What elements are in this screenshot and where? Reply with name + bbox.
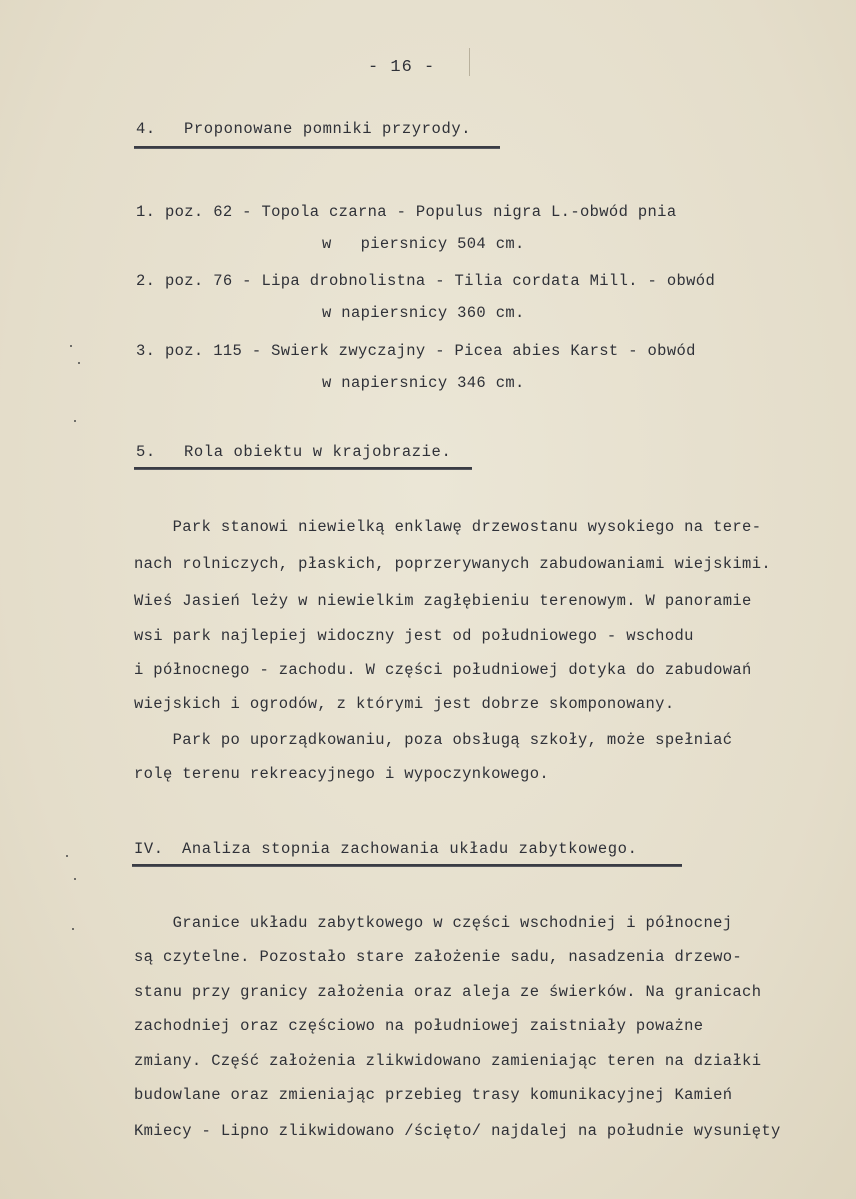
section-iv-line-4: zachodniej oraz częściowo na południowej zaistniały poważne [134, 1017, 704, 1035]
section-iv-line-6: budowlane oraz zmieniając przebieg trasy komunikacyjnej Kamień [134, 1086, 733, 1104]
page-number: - 16 - [368, 58, 436, 77]
section-5-line-2: nach rolniczych, płaskich, poprzerywanych zabudowaniami wiejskimi. [134, 555, 771, 573]
margin-speck [72, 928, 74, 930]
item-2-line-1: 2. poz. 76 - Lipa drobnolistna - Tilia cordata Mill. - obwód [136, 272, 716, 290]
item-3-line-1: 3. poz. 115 - Swierk zwyczajny - Picea abies Karst - obwód [136, 342, 696, 360]
section-iv-heading [134, 840, 637, 858]
paper-fold-mark [469, 48, 470, 76]
margin-speck [78, 362, 80, 364]
section-5-line-7: Park po uporządkowaniu, poza obsługą szkoły, może spełniać [134, 731, 733, 749]
section-iv-line-5: zmiany. Część założenia zlikwidowano zamieniając teren na działki [134, 1052, 762, 1070]
section-iv-line-1: Granice układu zabytkowego w części wschodniej i północnej [134, 914, 733, 932]
section-iv-line-7: Kmiecy - Lipno zlikwidowano /ścięto/ najdalej na południe wysunięty [134, 1122, 781, 1140]
item-1-line-1: 1. poz. 62 - Topola czarna - Populus nigra L.-obwód pnia [136, 203, 677, 221]
margin-speck [66, 855, 68, 857]
margin-speck [70, 345, 72, 347]
section-5-line-4: wsi park najlepiej widoczny jest od południowego - wschodu [134, 627, 694, 645]
margin-speck [74, 420, 76, 422]
section-5-heading [136, 443, 451, 461]
margin-speck [74, 878, 76, 880]
section-4-title: Proponowane pomniki przyrody. [184, 120, 472, 138]
section-5-line-3: Wieś Jasień leży w niewielkim zagłębieniu terenowym. W panoramie [134, 592, 752, 610]
item-2-line-2: w napiersnicy 360 cm. [322, 304, 525, 322]
section-4-number: 4. [136, 120, 156, 138]
item-1-line-2: w piersnicy 504 cm. [322, 235, 525, 253]
section-5-number: 5. [136, 443, 156, 461]
section-5-line-8: rolę terenu rekreacyjnego i wypoczynkowego. [134, 765, 550, 783]
section-iv-underline [132, 864, 682, 867]
section-iv-number: IV. [134, 840, 164, 858]
section-iv-title: Analiza stopnia zachowania układu zabytkowego. [182, 840, 638, 858]
item-3-line-2: w napiersnicy 346 cm. [322, 374, 525, 392]
section-4-underline [134, 146, 500, 149]
section-5-underline [134, 467, 472, 470]
section-4-heading [136, 120, 471, 138]
section-5-line-1: Park stanowi niewielką enklawę drzewostanu wysokiego na tere- [134, 518, 762, 536]
section-5-title: Rola obiektu w krajobrazie. [184, 443, 452, 461]
section-5-line-6: wiejskich i ogrodów, z którymi jest dobrze skomponowany. [134, 695, 675, 713]
section-5-line-5: i północnego - zachodu. W części południowej dotyka do zabudowań [134, 661, 752, 679]
section-iv-line-2: są czytelne. Pozostało stare założenie sadu, nasadzenia drzewo- [134, 948, 743, 966]
section-iv-line-3: stanu przy granicy założenia oraz aleja ze świerków. Na granicach [134, 983, 762, 1001]
